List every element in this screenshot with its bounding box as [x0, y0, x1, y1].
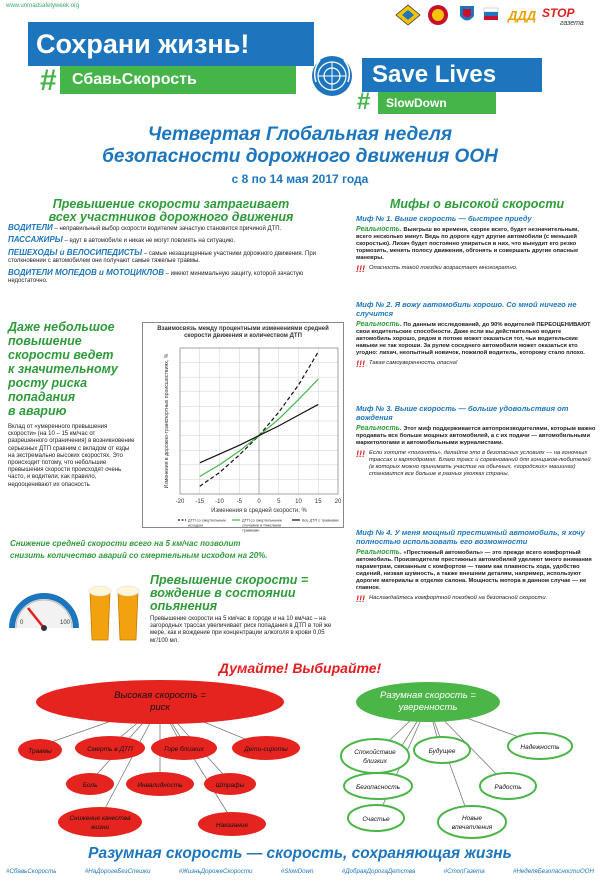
role-name: ПАССАЖИРЫ	[8, 235, 63, 245]
node-label: Радость	[494, 784, 522, 791]
section-title-line: Превышение скорости затрагивает	[52, 197, 290, 211]
reality-text: «Престижный автомобиль» — это прежде всего комфортный автомобиль. Производители престижных автомобилей уделяют много внимания параметрам, связанным с комфортом — таким как плавность хода, удобство сидений, низкая шумность, а также внешним деталям, например, используют дорогие материалы в отделке салона. Мощность мотора в данном случае — не главное.	[356, 550, 592, 591]
role-text: – неправильный выбор скорости водителем зачастую становится причиной ДТП.	[52, 226, 282, 232]
red-node	[75, 736, 145, 760]
beer-glasses-icon	[86, 580, 146, 644]
hashtag-link[interactable]: #НаДорогеБезСпешки	[84, 868, 151, 875]
x-tick-label: -5	[236, 499, 242, 505]
warning-icon: !!!	[356, 449, 365, 459]
hashtag-link[interactable]: #НеделяБезопасностиООН	[513, 868, 594, 875]
chart-title: Взаимосвязь между процентными изменениями средней скорости движения и количеством ДТП	[157, 326, 329, 339]
hashtag-link[interactable]: #СтопГазета	[443, 868, 485, 875]
node-label: Будущее	[428, 748, 456, 755]
role-name: ПЕШЕХОДЫ	[8, 247, 58, 257]
warning-text: Наслаждайтесь комфортной поездкой на безопасной скорости.	[369, 595, 548, 601]
legend-label: травмами	[242, 528, 260, 533]
warning-icon: !!!	[356, 359, 365, 369]
myth-reality	[356, 549, 596, 592]
x-tick-label: -20	[175, 499, 185, 505]
logo-stop: STOP	[542, 6, 575, 20]
section-road-users-title	[8, 198, 334, 224]
partner-logos	[390, 3, 595, 27]
summary-line: снизить количество аварий со смертельным исходом на 20%.	[10, 551, 268, 560]
title-line-1: Четвертая Глобальная неделя	[147, 124, 453, 145]
role-name: ВЕЛОСИПЕДИСТЫ	[66, 247, 143, 257]
logo-shield-icon	[460, 6, 474, 21]
green-node	[341, 739, 409, 773]
think-choose-heading: Думайте! Выбирайте!	[218, 660, 382, 676]
node-label: впечатления	[451, 824, 493, 831]
y-axis-label: Изменения в дорожно-транспортных происшествиях, %	[164, 353, 170, 489]
hashtag-link[interactable]: #СбавьСкорость	[6, 868, 57, 875]
hashtag-link[interactable]: #SlowDown	[280, 868, 314, 875]
green-node	[480, 773, 536, 799]
hash-symbol-en: #	[357, 88, 371, 115]
title-line: опьянения	[150, 599, 218, 613]
node-label: Травмы	[28, 748, 52, 755]
role-drivers	[8, 224, 338, 233]
red-node	[18, 739, 62, 761]
myth-3	[356, 404, 596, 478]
red-node	[126, 772, 194, 796]
node-label: Горе близких	[164, 746, 204, 753]
node-label: Боль	[82, 782, 98, 789]
hash-symbol-ru: #	[40, 64, 57, 97]
logo-emblem-icon	[428, 5, 448, 25]
node-label: Высокая скорость =	[114, 690, 206, 701]
myth-warning	[356, 265, 596, 273]
hashtag-slowdown-en: SlowDown	[378, 92, 496, 114]
red-node	[151, 736, 217, 760]
title-line: попадания	[8, 390, 76, 404]
red-node	[198, 812, 266, 836]
footer-slogan: Разумная скорость — скорость, сохраняющая жизнь	[88, 845, 512, 862]
logo-ddd: ДДД	[508, 8, 537, 23]
reality-label: Реальность.	[356, 321, 402, 328]
node-label: Счастье	[362, 816, 390, 823]
role-moto	[8, 269, 338, 286]
legend-label: случаями и тяжелыми	[242, 523, 282, 528]
role-name-joiner: и	[57, 247, 67, 257]
myth-heading: Миф № 1. Выше скорость — быстрее приеду	[356, 214, 532, 223]
node-label: Спокойствие	[354, 749, 396, 756]
green-node	[438, 806, 506, 838]
summary-line: Снижение средней скорости всего на 5 км/час позволит	[10, 539, 241, 548]
hashtag-link[interactable]: #ЖизньДорожеСкорости	[178, 868, 253, 875]
green-node	[414, 737, 470, 763]
myth-reality	[356, 321, 596, 357]
reality-text: По данным исследований, до 90% водителей ПЕРЕОЦЕНИВАЮТ свои водительские способности. Даже если вы действительно водите автомобиль хорошо, рядом в потоке может оказаться тот, чьи водительские навыки не так хороши. За рулем соседнего автомобиля может оказаться кто угодно: лихач, неопытный новичок, пожилой водитель, которому стало плохо.	[356, 322, 591, 356]
title-line: повышение	[8, 334, 82, 348]
logo-gazeta: газета	[560, 20, 584, 27]
x-tick-label: 10	[295, 499, 302, 505]
myth-warning	[356, 360, 596, 368]
title-line: скорости ведет	[8, 348, 114, 362]
reality-text: Выигрыш во времени, скорее всего, будет незначительным, всего несколько минут. Ведь по дороге едут другие автомобили (с меньшей скоростью). Лихач будет постоянно упираться в них, что вынудит его резко тормозить, менять полосу движения, обгонять и совершать другие опасные маневры.	[356, 227, 579, 261]
node-label: Разумная скорость =	[380, 690, 476, 701]
red-center-node	[36, 680, 284, 724]
banner-save-life-ru: Сохрани жизнь!	[28, 22, 314, 66]
reality-label: Реальность.	[356, 549, 402, 556]
x-tick-label: 5	[277, 499, 281, 505]
title-line: Даже небольшое	[8, 320, 115, 334]
myth-warning	[356, 450, 596, 478]
beer-glass-icon	[89, 586, 111, 640]
legend-label: ДТП со смертельным	[188, 518, 226, 523]
role-name: ВОДИТЕЛИ	[8, 223, 53, 232]
title-line: в аварию	[8, 404, 67, 418]
myth-heading: Миф № 4. У меня мощный престижный автомобиль, я хочу полностью использовать его возможности	[356, 528, 585, 546]
title-line: к значительному	[8, 362, 118, 376]
legend-label: исходом	[188, 523, 203, 528]
node-label: Надежность	[520, 744, 560, 751]
node-label: Смерть в ДТП	[87, 746, 133, 753]
node-label: Новые	[461, 815, 483, 822]
section-small-speeding-body: Вклад от «умеренного превышения скорости» (на 10 – 15 км/час от разрешенного ограничения) в возникновение серьезных ДТП сравним с вкладом от езды на экстремально высоких скоростях. Это происходит потому, что небольшие превышения скорости происходят очень часто, и водители, как правило, недооценивают их опасность	[8, 424, 135, 488]
hashtag-slowdown-ru: СбавьСкорость	[60, 66, 296, 94]
myth-reality	[356, 425, 596, 447]
myth-reality	[356, 226, 596, 262]
green-center-node	[356, 682, 500, 722]
section-drunk-driving-body: Превышение скорости на 5 км/час в городе и на 10 км/час – на загородных трассах увеличивает риск попадания в ДТП в той же мере, как и вождение при концентрации алкоголя в крови 0,05 мг/100 мл.	[150, 616, 332, 644]
myths-title: Мифы о высокой скорости	[389, 197, 565, 211]
green-node	[348, 805, 404, 831]
section-small-speeding-title	[8, 320, 138, 418]
logo-diamond-icon	[396, 5, 420, 25]
speedometer-icon	[6, 582, 82, 634]
node-label: риск	[150, 702, 170, 713]
warning-icon: !!!	[356, 264, 365, 274]
node-label: уверенность	[398, 702, 458, 713]
legend-label: Все ДТП с травмами	[302, 518, 339, 523]
road-users-list	[8, 224, 338, 288]
un-emblem-icon	[308, 52, 356, 100]
red-node	[232, 736, 300, 760]
node-label: Инвалидность	[137, 782, 183, 789]
banner-save-lives-en: Save Lives	[362, 58, 542, 92]
mind-map	[0, 678, 600, 844]
x-axis-label: Изменения в средней скорости, %	[211, 508, 307, 514]
role-text: – едут в автомобиле и никак не могут повлиять на ситуацию.	[62, 238, 236, 245]
logo-flag-icon	[484, 8, 498, 20]
speed-accident-chart	[142, 344, 344, 533]
x-tick-label: 0	[257, 499, 261, 505]
red-node	[66, 773, 114, 795]
role-name: МОТОЦИКЛОВ	[106, 267, 165, 277]
role-passengers	[8, 236, 338, 245]
role-text: – имеют минимальную защиту, которой зачастую недостаточно.	[8, 270, 304, 285]
myth-warning	[356, 595, 596, 603]
myth-heading: Миф № 2. Я вожу автомобиль хорошо. Со мной ничего не случится	[356, 300, 577, 318]
warning-icon: !!!	[356, 594, 365, 604]
myth-2	[356, 300, 596, 368]
node-label: жизни	[90, 824, 110, 831]
title-line: росту риска	[8, 376, 88, 390]
warning-text: Опасность такой поездки возрастает многократно.	[369, 265, 518, 271]
red-node	[58, 807, 142, 837]
warning-text: Если хотите «погонять», делайте это в безопасных условиях — на гоночных трассах и картодромах. Благо трасс и соревнований для гонщиков-любителей (в которых можно принимать участие на обычных, «городских» машинах) становится все больше в разных уголках страны.	[369, 450, 591, 477]
role-text: – самые незащищенные участники дорожного движения. При столкновении с автомобилем они получают самые тяжелые травмы.	[8, 250, 317, 265]
node-label: Наказание	[215, 822, 249, 829]
x-tick-label: 15	[314, 499, 322, 505]
x-tick-label: -10	[215, 499, 224, 505]
title-line-2: безопасности дорожного движения ООН	[102, 146, 498, 167]
x-tick-label: -15	[195, 499, 205, 505]
myth-1	[356, 214, 596, 273]
node-label: близких	[363, 758, 387, 765]
event-dates: с 8 по 14 мая 2017 года	[231, 172, 369, 186]
green-node	[508, 733, 572, 759]
hashtag-list	[0, 868, 600, 875]
reality-text: Этот миф поддерживается автопроизводителями, которым важно продавать все больше мощных автомобилей, а с их подачи — автомобильными маркетологами и автомобильными журналистами.	[356, 426, 596, 446]
title-line: вождение в состоянии	[150, 586, 296, 600]
beer-glass-icon	[117, 586, 139, 640]
role-name: ВОДИТЕЛИ МОПЕДОВ	[8, 267, 97, 277]
reality-label: Реальность.	[356, 425, 402, 432]
myth-4	[356, 528, 596, 603]
website-url[interactable]: www.unroadsafetyweek.org	[6, 3, 80, 9]
myth-heading: Миф № 3. Выше скорость — больше удовольствия от вождения	[356, 404, 569, 422]
role-pedestrians	[8, 249, 338, 266]
legend-label: ДТП со смертельными	[242, 518, 282, 523]
reality-label: Реальность.	[356, 226, 402, 233]
node-label: Штрафы	[215, 782, 245, 789]
red-node	[204, 773, 256, 795]
speedo-hundred: 100	[60, 620, 71, 626]
warning-text: Такая самоуверенность опасна!	[369, 360, 458, 366]
node-label: Безопасность	[355, 784, 401, 791]
role-name-joiner: и	[96, 267, 107, 277]
speedo-zero: 0	[20, 620, 24, 626]
section-title-line: всех участников дорожного движения	[48, 210, 294, 224]
green-node	[344, 773, 412, 799]
page-title	[0, 124, 600, 168]
node-label: Дети-сироты	[244, 746, 288, 753]
hashtag-link[interactable]: #ДобраяДорогаДетства	[341, 868, 416, 875]
node-label: Снижение качества	[69, 815, 131, 822]
title-line: Превышение скорости =	[150, 573, 309, 587]
x-tick-label: 20	[334, 499, 342, 505]
summary-statement	[10, 538, 340, 562]
section-drunk-driving-title	[150, 574, 350, 613]
